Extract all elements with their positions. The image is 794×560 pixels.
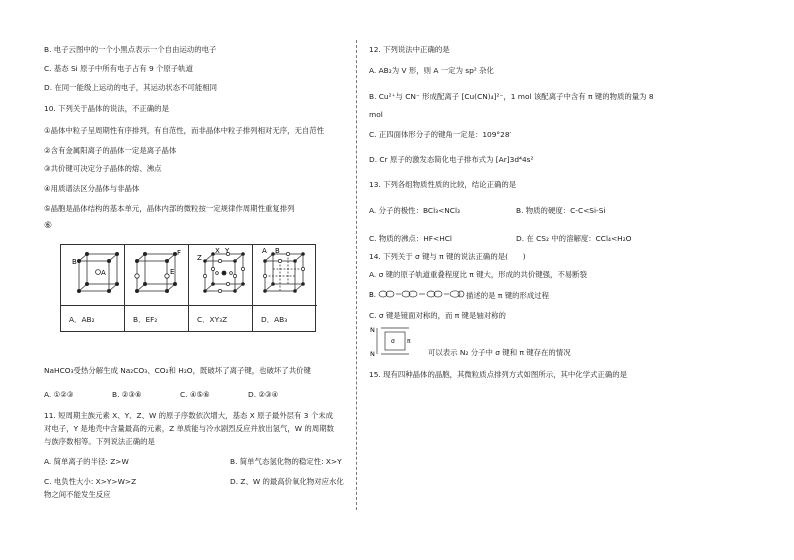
q12-option-b-line-2: mol bbox=[369, 110, 383, 119]
q12-option-c: C. 正四面体形分子的键角一定是：109°28′ bbox=[369, 130, 512, 139]
q11-stem-line-2: 对电子，Y 是地壳中含量最高的元素，Z 单质能与冷水剧烈反应并放出氢气，W 的周期数 bbox=[44, 424, 334, 433]
q11-option-d-line-2: 物之间不能发生反应 bbox=[44, 490, 111, 499]
unit-cell-1-label-a: A bbox=[101, 269, 106, 277]
q11-option-c: C. 电负性大小: X>Y>W>Z bbox=[44, 477, 137, 486]
unit-cell-4-label-b: B bbox=[275, 247, 280, 255]
unit-cell-3 bbox=[189, 245, 253, 305]
q9-option-c: C. 基态 Si 原子中所有电子占有 9 个原子轨道 bbox=[44, 64, 193, 73]
q11-option-b: B. 简单气态氢化物的稳定性: X>Y bbox=[230, 457, 342, 466]
q10-option-c: C. ④⑤⑥ bbox=[180, 390, 210, 399]
unit-cell-1 bbox=[61, 245, 125, 305]
q14-option-d-label-pi: π bbox=[407, 338, 411, 345]
unit-cell-4-label-a: A bbox=[262, 247, 267, 255]
q11-option-a: A. 简单离子的半径: Z>W bbox=[44, 457, 129, 466]
q14-stem: 14. 下列关于 σ 键与 π 键的说法正确的是( ) bbox=[369, 252, 526, 261]
q11-stem-line-3: 与族序数相等。下列说法正确的是 bbox=[44, 437, 155, 446]
q12-option-a: A. AB₂为 V 形，则 A 一定为 sp² 杂化 bbox=[369, 66, 494, 75]
q10-stem: 10. 下列关于晶体的说法，不正确的是 bbox=[44, 104, 169, 113]
unit-cell-table bbox=[60, 244, 316, 332]
q10-option-a: A. ①②③ bbox=[44, 390, 74, 399]
q14-option-d-text: 可以表示 N₂ 分子中 σ 键和 π 键存在的情况 bbox=[428, 348, 571, 357]
unit-cell-1-formula: A．AB₂ bbox=[61, 305, 125, 331]
q13-option-a: A. 分子的极性：BCl₃<NCl₃ bbox=[369, 206, 460, 215]
unit-cell-2-formula: B．EF₂ bbox=[125, 305, 189, 331]
q14-option-c: C. σ 键是镜面对称的，而 π 键是轴对称的 bbox=[369, 311, 506, 320]
q11-stem-line-1: 11. 短周期主族元素 X、Y、Z、W 的原子序数依次增大，基态 X 原子最外层有 3 个未成 bbox=[44, 411, 334, 420]
q14-option-a: A. σ 键的原子轨道重叠程度比 π 键大，形成的共价键强，不易断裂 bbox=[369, 270, 587, 279]
q13-option-d: D. 在 CS₂ 中的溶解度：CCl₄<H₂O bbox=[516, 234, 632, 243]
svg-text:B.: B. bbox=[369, 291, 377, 299]
q10-statement-7: NaHCO₃受热分解生成 Na₂CO₃、CO₂和 H₂O，既破坏了离子键，也破坏了共价键 bbox=[44, 366, 311, 375]
q14-option-d-label-n2: N bbox=[370, 350, 375, 358]
q11-option-d-line-1: D. Z、W 的最高价氧化物对应水化 bbox=[230, 477, 344, 486]
q10-statement-5: ⑤晶胞是晶体结构的基本单元，晶体内部的微粒按一定规律作周期性重复排列 bbox=[44, 204, 295, 213]
unit-cell-2-label-e: E bbox=[170, 268, 175, 276]
q12-stem: 12. 下列说法中正确的是 bbox=[369, 45, 450, 54]
unit-cell-1-diagram bbox=[61, 245, 125, 305]
q10-statement-6: ⑥ bbox=[44, 221, 53, 231]
q10-option-b: B. ②③⑥ bbox=[112, 390, 142, 399]
q9-option-b: B. 电子云图中的一个小黑点表示一个自由运动的电子 bbox=[44, 45, 217, 54]
unit-cell-2-diagram bbox=[125, 245, 189, 305]
q10-statement-4: ④用质谱法区分晶体与非晶体 bbox=[44, 184, 140, 193]
q14-option-d-label-n1: N bbox=[370, 326, 375, 334]
q15-stem: 15. 现有四种晶体的晶胞，其微粒质点排列方式如图所示，其中化学式正确的是 bbox=[369, 370, 627, 379]
unit-cell-4-formula: D．AB₃ bbox=[253, 305, 317, 331]
unit-cell-3-label-z: Z bbox=[197, 254, 202, 262]
q13-option-c: C. 物质的沸点：HF<HCl bbox=[369, 234, 452, 243]
q12-option-b-line-1: B. Cu²⁺与 CN⁻ 形成配离子 [Cu(CN)₄]²⁻，1 mol 该配离子中含有 π 键的物质的量为 8 bbox=[369, 92, 654, 101]
unit-cell-3-diagram bbox=[189, 245, 253, 305]
q9-option-d: D. 在同一能级上运动的电子，其运动状态不可能相同 bbox=[44, 83, 217, 92]
q13-stem: 13. 下列各组物质性质的比较，结论正确的是 bbox=[369, 180, 517, 189]
q14-option-d-label-sigma: σ bbox=[391, 338, 395, 345]
q10-statement-3: ③共价键可决定分子晶体的熔、沸点 bbox=[44, 164, 162, 173]
unit-cell-2 bbox=[125, 245, 189, 305]
column-divider bbox=[356, 40, 357, 510]
q12-option-d: D. Cr 原子的激发态简化电子排布式为 [Ar]3d⁴4s² bbox=[369, 155, 534, 164]
unit-cell-4-diagram bbox=[253, 245, 317, 305]
q10-statement-1: ①晶体中粒子呈周期性有序排列，有自范性，而非晶体中粒子排列相对无序，无自范性 bbox=[44, 126, 325, 135]
q13-option-b: B. 物质的硬度：C-C<Si-Si bbox=[516, 206, 606, 215]
unit-cell-2-label-f: F bbox=[177, 249, 182, 257]
q14-option-b-text: 描述的是 π 键的形成过程 bbox=[466, 291, 550, 300]
unit-cell-3-label-x: X bbox=[215, 247, 220, 255]
unit-cell-3-formula: C．XY₃Z bbox=[189, 305, 253, 331]
q10-statement-2: ②含有金属阳离子的晶体一定是离子晶体 bbox=[44, 146, 177, 155]
unit-cell-1-label-b: B bbox=[72, 258, 77, 266]
unit-cell-4 bbox=[253, 245, 317, 305]
q14-option-d-bond-diagram bbox=[369, 324, 417, 358]
unit-cell-3-label-y: Y bbox=[225, 247, 230, 255]
q10-option-d: D. ②③④ bbox=[248, 390, 279, 399]
q14-option-b-orbital-diagram bbox=[369, 287, 465, 301]
